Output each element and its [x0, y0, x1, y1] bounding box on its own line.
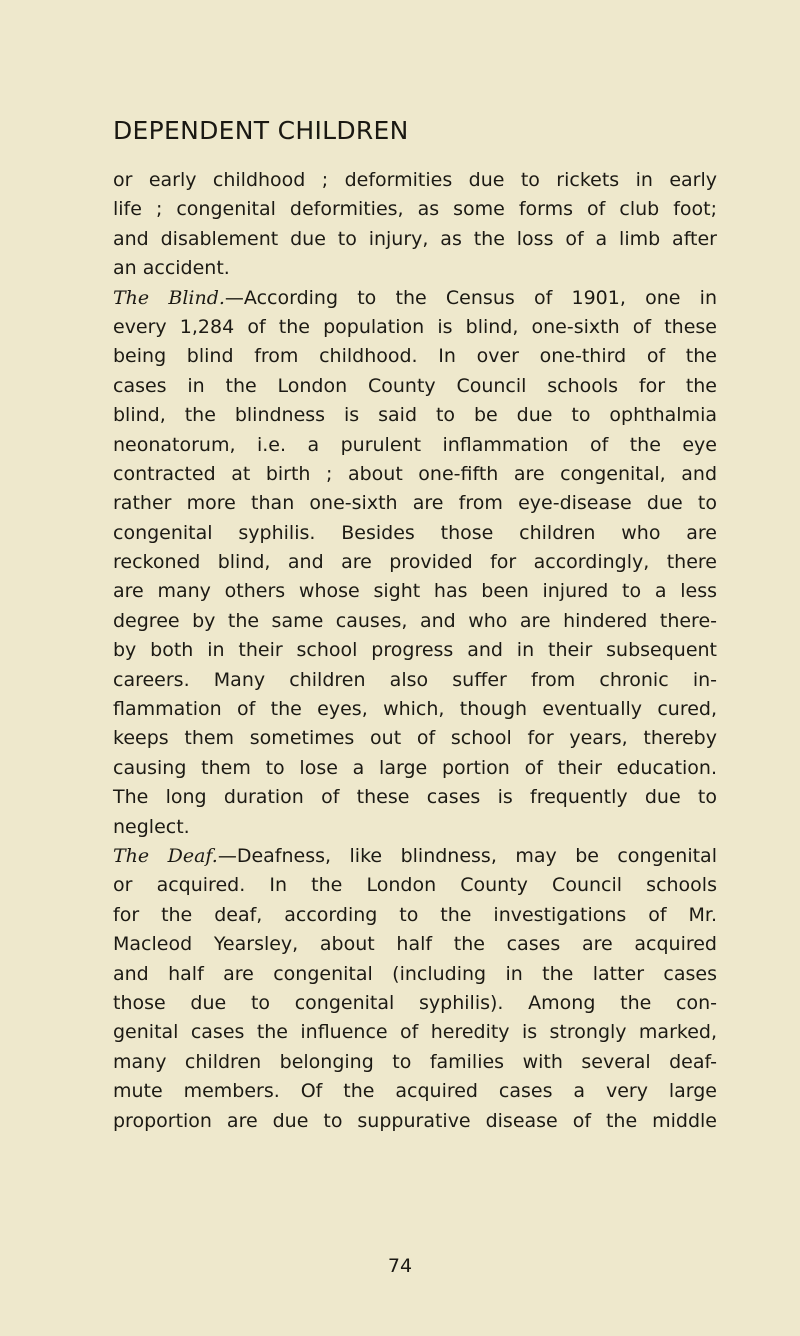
text-line: or early childhood ; deformities due to rickets in early: [113, 169, 717, 191]
text-line: by both in their school progress and in their subsequent: [113, 639, 717, 662]
running-head: DEPENDENT CHILDREN: [113, 116, 409, 145]
text-line: reckoned blind, and are provided for accordingly, there: [113, 551, 717, 574]
text-line: keeps them sometimes out of school for years, thereby: [113, 727, 717, 750]
section-title-blind: The Blind.: [113, 286, 225, 309]
text-line: every 1,284 of the population is blind, one-sixth of these: [113, 315, 717, 338]
section-heading-line-blind: The Blind.—According to the Census of 1901, one in: [113, 286, 717, 309]
text-line: being blind from childhood. In over one-third of the: [113, 345, 717, 368]
text-line: Macleod Yearsley, about half the cases are acquired: [113, 933, 717, 956]
text-line: those due to congenital syphilis). Among the con-: [113, 991, 717, 1014]
text-line: an accident.: [113, 257, 230, 280]
text-line: neonatorum, i.e. a purulent inflammation of the eye: [113, 433, 717, 456]
text-line: causing them to lose a large portion of their education.: [113, 756, 717, 779]
page-number: 74: [387, 1255, 413, 1277]
text-line: are many others whose sight has been injured to a less: [113, 580, 717, 603]
text-line: or acquired. In the London County Council schools: [113, 874, 717, 897]
text-line: life ; congenital deformities, as some forms of club foot;: [113, 198, 717, 221]
text-line: many children belonging to families with several deaf-: [113, 1050, 717, 1073]
text-line: proportion are due to suppurative disease of the middle: [113, 1109, 717, 1132]
section-title-deaf: The Deaf.: [113, 844, 218, 867]
text-line: genital cases the influence of heredity is strongly marked,: [113, 1021, 717, 1044]
text-line: mute members. Of the acquired cases a very large: [113, 1080, 717, 1103]
text-line: blind, the blindness is said to be due to ophthalmia: [113, 404, 717, 427]
text-line: careers. Many children also suffer from chronic in-: [113, 668, 717, 691]
text-line: and half are congenital (including in the latter cases: [113, 962, 717, 985]
text-line: contracted at birth ; about one-fifth are congenital, and: [113, 462, 717, 485]
text-line: rather more than one-sixth are from eye-disease due to: [113, 492, 717, 515]
body-text: [113, 166, 717, 1136]
text-line: neglect.: [113, 815, 190, 838]
text-line: flammation of the eyes, which, though eventually cured,: [113, 698, 717, 721]
text-line: congenital syphilis. Besides those children who are: [113, 521, 717, 544]
text-line: The long duration of these cases is frequently due to: [113, 786, 717, 809]
text-line: and disablement due to injury, as the loss of a limb after: [113, 227, 717, 250]
text-line: cases in the London County Council schools for the: [113, 374, 717, 397]
section-heading-line-deaf: The Deaf.—Deafness, like blindness, may be congenital: [113, 844, 717, 867]
text-line: degree by the same causes, and who are hindered there-: [113, 609, 717, 632]
text-line: for the deaf, according to the investigations of Mr.: [113, 903, 717, 926]
